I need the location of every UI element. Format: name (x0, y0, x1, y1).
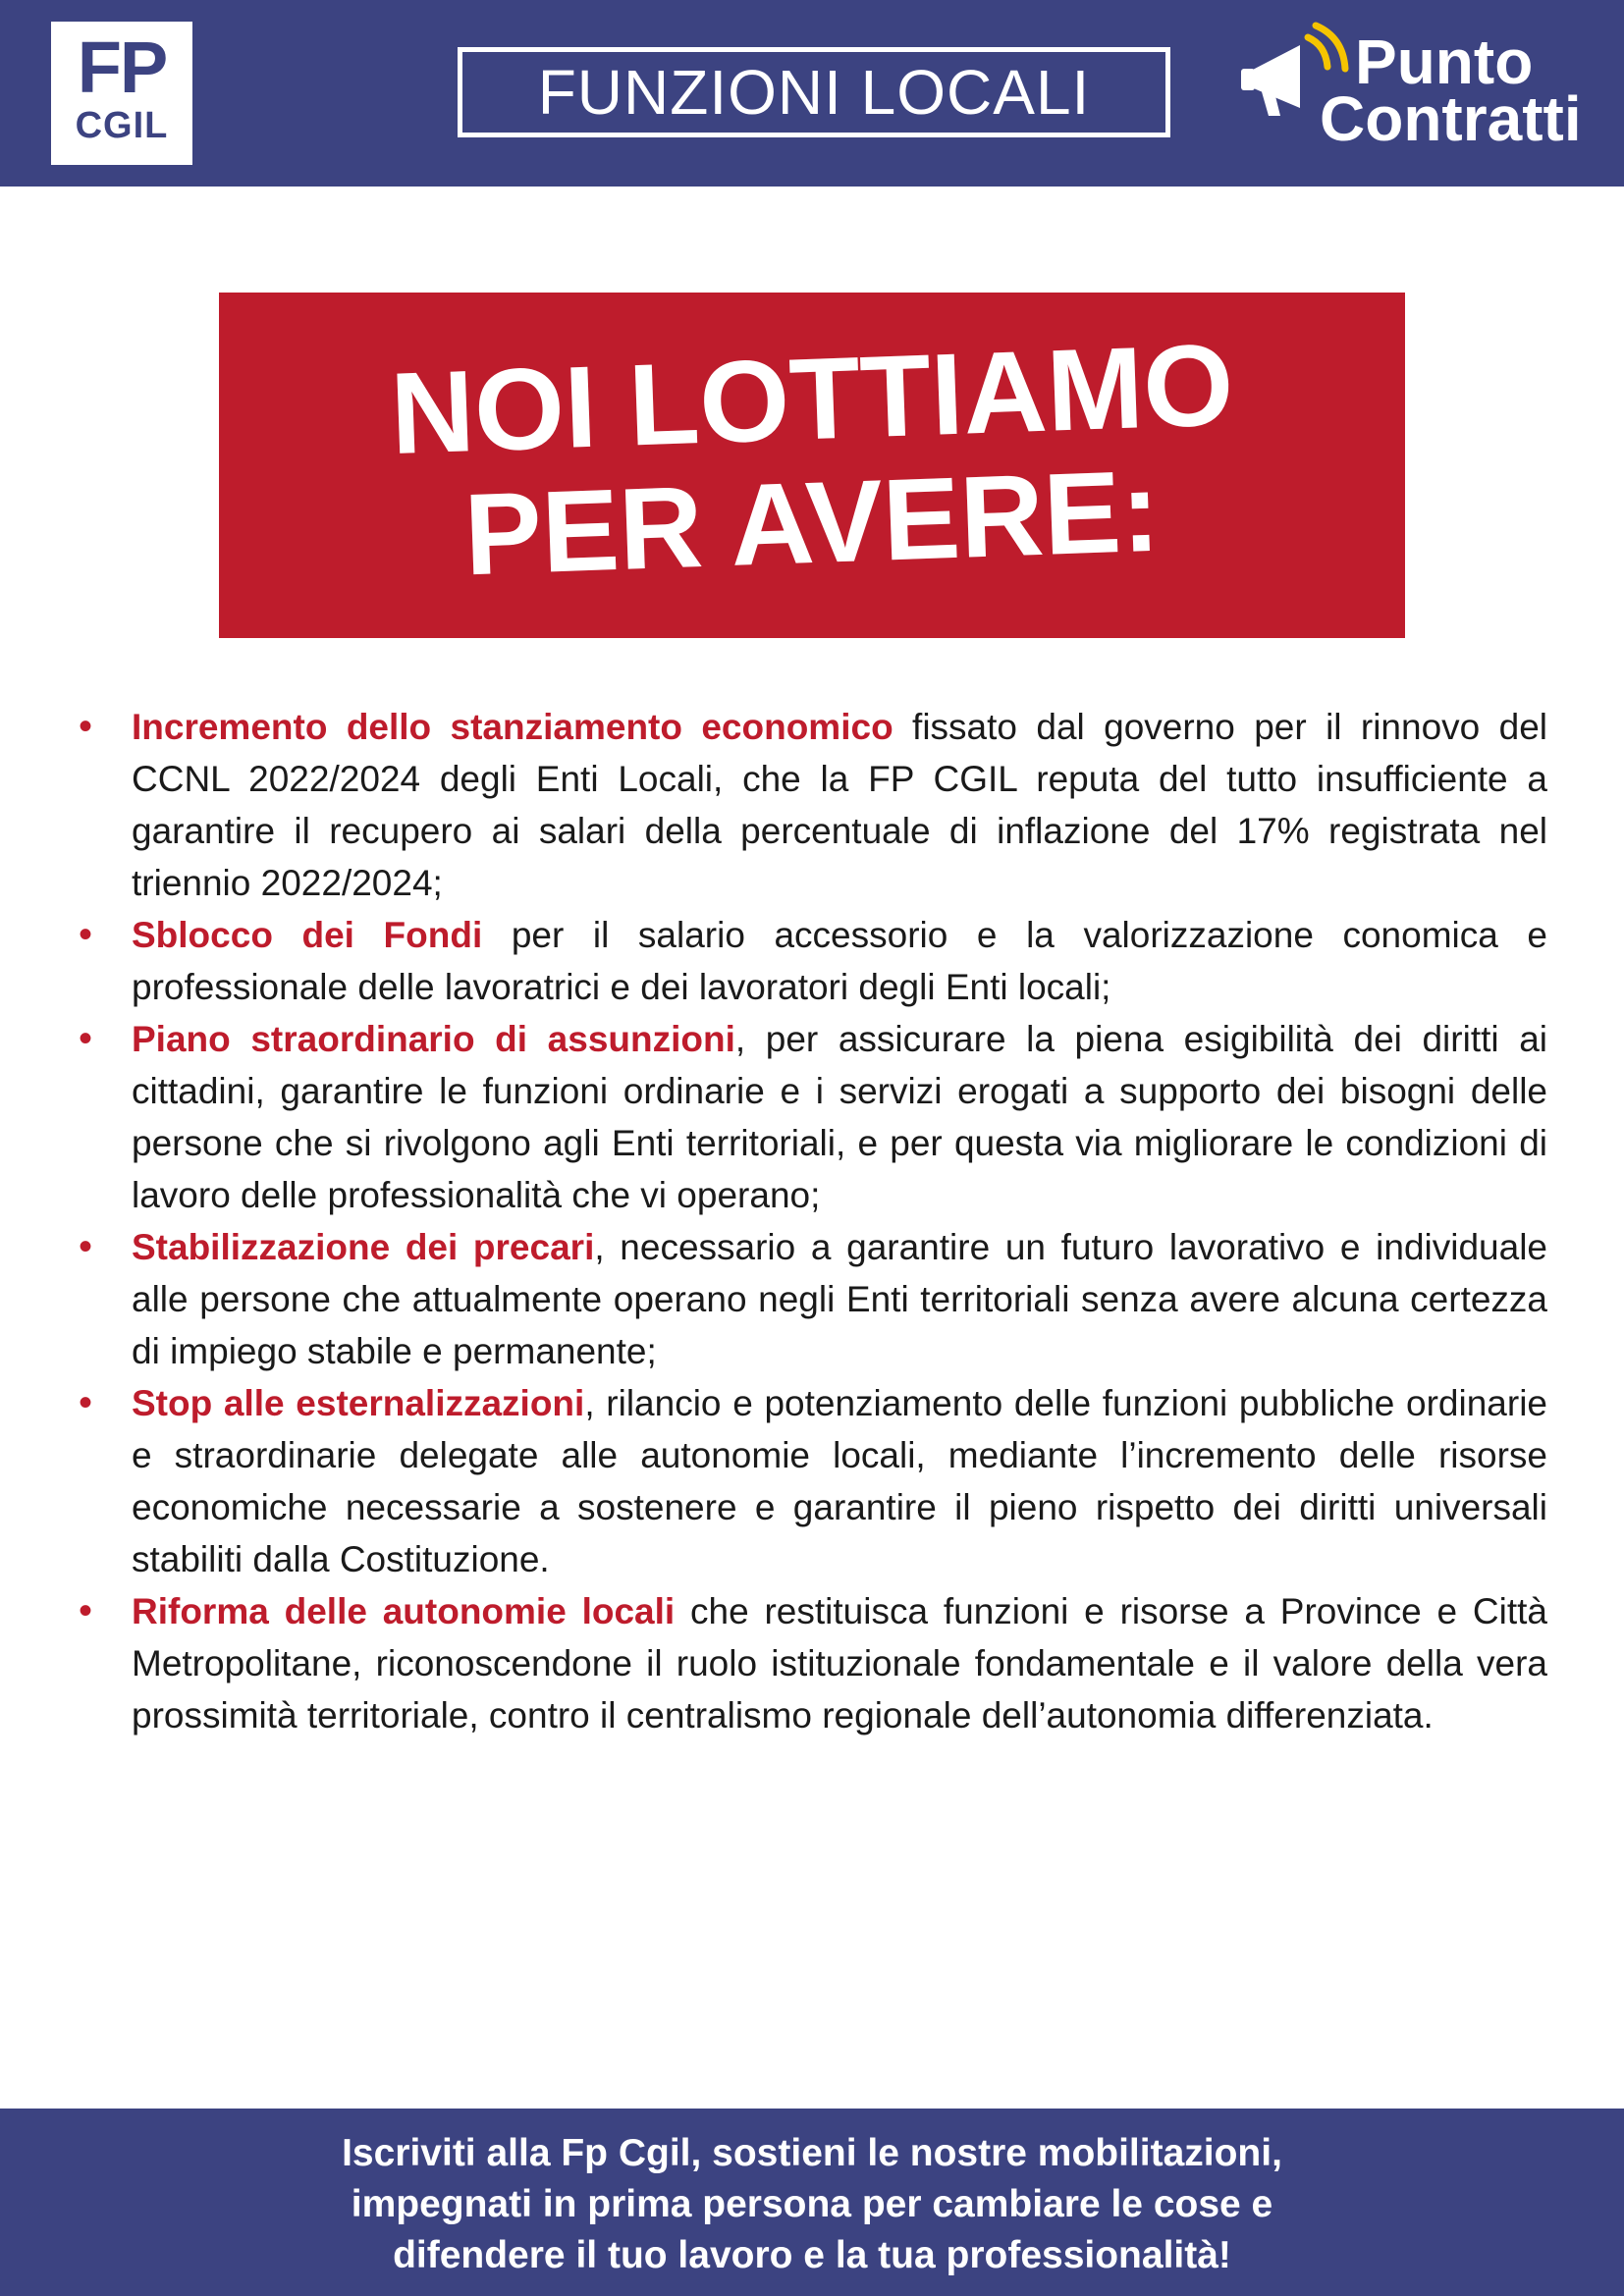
headline-line-2: PER AVERE: (461, 446, 1163, 601)
list-item (79, 701, 1547, 909)
list-item-text: , rilancio e potenziamento delle funzioni pubbliche ordinarie e straordinarie delegate alle autonomie locali, mediante l’incremento delle risorse economiche necessarie a sostenere e garantire il pieno rispetto dei diritti universali stabiliti dalla Costituzione. (132, 1383, 1547, 1579)
list-item-text: fissato dal governo per il rinnovo del CCNL 2022/2024 degli Enti Locali, che la FP CGIL reputa del tutto insufficiente a garantire il recupero ai salari della percentuale di inflazione del 17% registrata nel triennio 2022/2024; (132, 707, 1547, 903)
bullet-icon: • (79, 1589, 93, 1632)
list-item-text: , necessario a garantire un futuro lavorativo e individuale alle persone che attualmente operano negli Enti territoriali senza avere alcuna certezza di impiego stabile e permanente; (132, 1227, 1547, 1371)
list-item-heading: Riforma delle autonomie locali (132, 1591, 676, 1631)
list-item-heading: Sblocco dei Fondi (132, 915, 483, 955)
list-item (79, 909, 1547, 1013)
demands-list (79, 701, 1547, 1741)
bullet-icon: • (79, 913, 93, 956)
fp-cgil-logo (51, 22, 192, 165)
bullet-icon: • (79, 705, 93, 748)
list-item-text: per il salario accessorio e la valorizzazione conomica e professionale delle lavoratrici e dei lavoratori degli Enti locali; (132, 915, 1547, 1007)
list-item-heading: Incremento dello stanziamento economico (132, 707, 893, 747)
punto-text: Punto (1355, 27, 1534, 97)
footer-line-1: Iscriviti alla Fp Cgil, sostieni le nostre mobilitazioni, (342, 2132, 1282, 2174)
bullet-icon: • (79, 1017, 93, 1060)
page-title: FUNZIONI LOCALI (458, 47, 1170, 137)
list-item (79, 1377, 1547, 1585)
list-item-heading: Stabilizzazione dei precari (132, 1227, 595, 1267)
list-item-heading: Piano straordinario di assunzioni (132, 1019, 735, 1059)
bullet-icon: • (79, 1225, 93, 1268)
cgil-logo-text: CGIL (75, 105, 169, 146)
contratti-text: Contratti (1320, 83, 1582, 154)
list-item-heading: Stop alle esternalizzazioni (132, 1383, 585, 1423)
bullet-icon: • (79, 1381, 93, 1424)
footer-line-3: difendere il tuo lavoro e la tua professionalità! (393, 2234, 1231, 2276)
fp-logo-text: FP (77, 27, 167, 108)
footer-line-2: impegnati in prima persona per cambiare le cose e (351, 2183, 1273, 2225)
headline-line-1: NOI LOTTIAMO (388, 320, 1236, 479)
punto-contratti-text (1320, 27, 1582, 154)
list-item-text: che restituisca funzioni e risorse a Province e Città Metropolitane, riconoscendone il ruolo istituzionale fondamentale e il valore della vera prossimità territoriale, contro il centralismo regionale dell’autonomia differenziata. (132, 1591, 1548, 1735)
header-bar (0, 0, 1624, 187)
headline-banner (219, 293, 1405, 638)
list-item (79, 1221, 1547, 1377)
footer-bar (0, 2109, 1624, 2296)
list-item-text: , per assicurare la piena esigibilità dei diritti ai cittadini, garantire le funzioni ordinarie e i servizi erogati a supporto dei bisogni delle persone che si rivolgono agli Enti territoriali, e per questa via migliorare le condizioni di lavoro delle professionalità che vi operano; (132, 1019, 1548, 1215)
list-item (79, 1585, 1547, 1741)
punto-contratti-logo (1239, 18, 1593, 165)
list-item (79, 1013, 1547, 1221)
